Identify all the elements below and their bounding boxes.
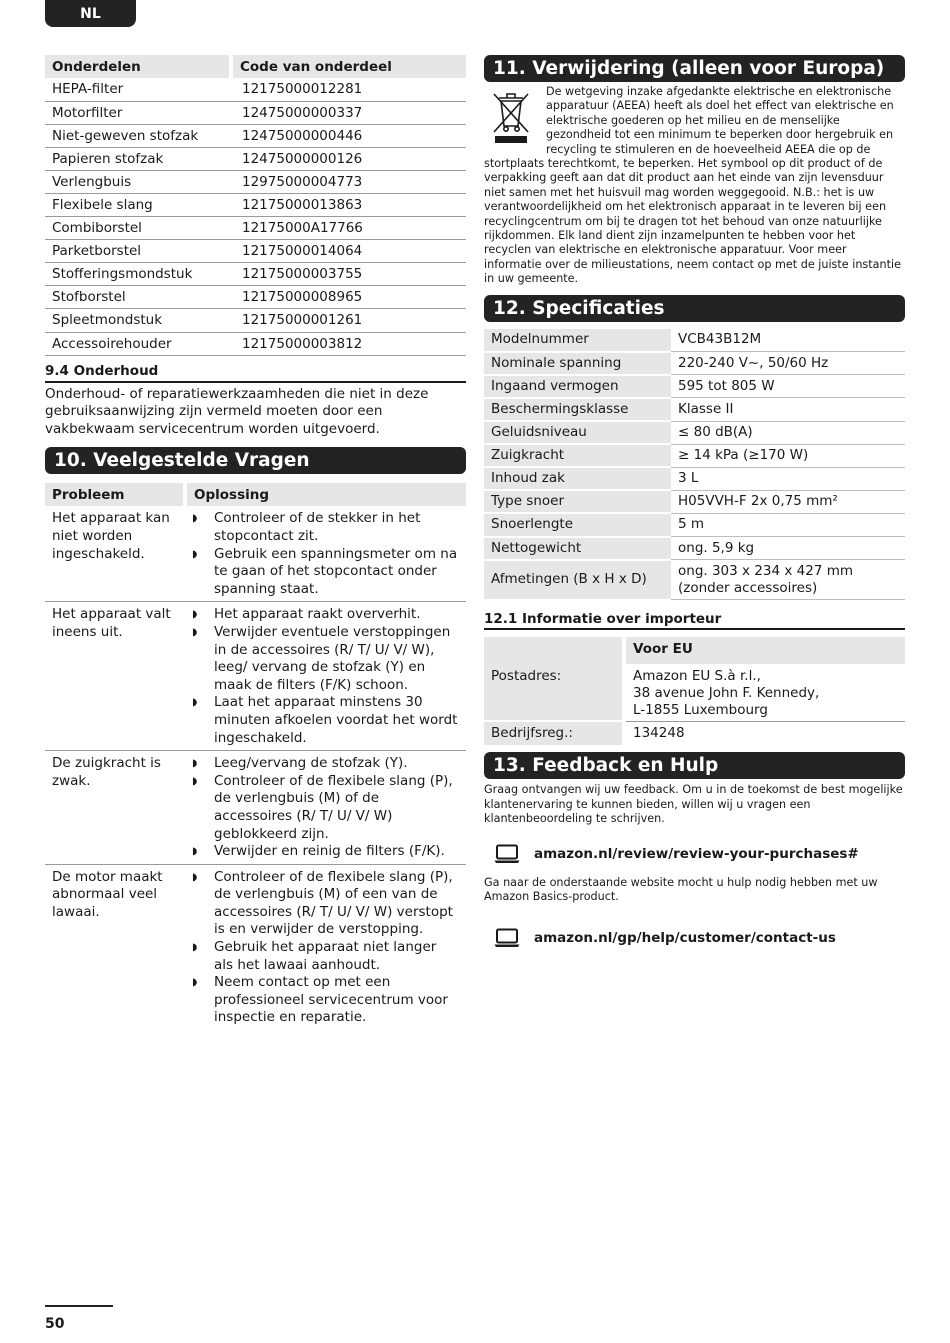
review-link[interactable]: amazon.nl/review/review-your-purchases# [534,845,859,862]
faq-solution-item [192,974,459,1027]
page-number: 50 [45,1316,65,1332]
table-row [45,217,466,240]
part-name: Flexibele slang [45,193,231,216]
spec-value: 595 tot 805 W [671,375,905,398]
faq-solution-item [192,624,459,694]
faq-solution-text: Verwijder eventuele verstoppingen in de accessoires (R/ T/ U/ V/ W), leeg/ vervang de stofzak (Y) en maak de filters (F/K) schoon. [214,623,451,693]
spec-value: 5 m [671,513,905,536]
importer-reg-row [484,721,905,745]
importer-header: Voor EU [624,637,905,664]
spec-label: Zuigkracht [484,444,671,467]
faq-solution-item [192,694,459,747]
faq-row [45,751,466,865]
part-code: 12175000003812 [231,332,466,355]
importer-table [484,637,905,746]
spec-row [484,421,905,444]
spec-value: ong. 5,9 kg [671,537,905,560]
bullet-icon: ◗ [192,871,198,883]
faq-solution-item [192,939,459,974]
faq-solution-text: Laat het apparaat minstens 30 minuten afkoelen voordat het wordt ingeschakeld. [214,694,458,746]
part-code: 12175000003755 [231,263,466,286]
faq-table [45,483,466,1030]
spec-value: H05VVH-F 2x 0,75 mm² [671,490,905,513]
dims-value-line: ong. 303 x 234 x 427 mm [678,562,854,579]
bullet-icon: ◗ [192,513,198,525]
faq-solution-text: Leeg/vervang de stofzak (Y). [214,755,408,772]
faq-row [45,602,466,751]
table-row [45,78,466,101]
spec-label: Geluidsniveau [484,421,671,444]
bullet-icon: ◗ [192,977,198,989]
review-link-row[interactable] [484,844,905,864]
spec-label: Type snoer [484,490,671,513]
faq-solution-text: Het apparaat raakt oververhit. [214,606,421,623]
part-code: 12175000012281 [231,78,466,101]
table-row [45,193,466,216]
spec-row [484,444,905,467]
part-name: Stofborstel [45,286,231,309]
faq-problem: De motor maakt abnormaal veel lawaai. [52,868,163,920]
specs-section-title: 12. Specificaties [484,295,905,322]
spec-row [484,513,905,536]
reg-value: 134248 [633,724,685,741]
part-name: Stofferingsmondstuk [45,263,231,286]
importer-heading: 12.1 Informatie over importeur [484,611,905,630]
spec-value: ≤ 80 dB(A) [671,421,905,444]
table-row [45,263,466,286]
bullet-icon: ◗ [192,846,198,858]
parts-header-row [45,55,466,78]
spec-row [484,329,905,352]
faq-solution-text: Verwijder en reinig de filters (F/K). [214,843,445,860]
parts-header-code: Code van onderdeel [231,55,466,78]
spec-label: Modelnummer [484,329,671,352]
weee-crossed-bin-icon [490,88,532,144]
feedback-text: Graag ontvangen wij uw feedback. Om u in de toekomst de best mogelijke klantenervaring te kunnen bieden, willen wij u vragen een klantenbeoordeling te schrijven. [484,783,903,826]
faq-solution-item [192,546,459,599]
faq-row [45,506,466,601]
faq-solution-text: Gebruik het apparaat niet langer als het lawaai aanhoudt. [214,939,437,973]
bullet-icon: ◗ [192,758,198,770]
table-row [45,309,466,332]
part-name: Niet-geweven stofzak [45,124,231,147]
part-code: 12475000000126 [231,147,466,170]
bullet-icon: ◗ [192,626,198,638]
part-code: 12175000001261 [231,309,466,332]
faq-solution-item [192,843,459,861]
bullet-icon: ◗ [192,548,198,560]
importer-header-row [484,637,905,664]
language-label: NL [80,5,101,22]
feedback-section-title: 13. Feedback en Hulp [484,752,905,779]
importer-address-row [484,664,905,722]
table-row [45,170,466,193]
part-code: 12175000014064 [231,240,466,263]
faq-solution-item [192,606,459,624]
faq-solution-text: Controleer of de flexibele slang (P), de verlengbuis (M) of een van de accessoires (R/ T/ U/ V/ W) verstopt is en verwijder de verstopping. [214,868,453,938]
faq-solutions [185,602,466,751]
bullet-icon: ◗ [192,609,198,621]
spec-value: VCB43B12M [671,329,905,352]
spec-label: Snoerlengte [484,513,671,536]
disposal-block [484,85,905,287]
maintenance-text: Onderhoud- of reparatiewerkzaamheden die niet in deze gebruiksaanwijzing zijn vermeld moeten door een vakbekwaam servicecentrum worden uitgevoerd. [45,385,429,437]
laptop-icon [494,928,520,948]
faq-section-title: 10. Veelgestelde Vragen [45,447,466,474]
spec-value: 3 L [671,467,905,490]
address-value [624,664,905,722]
spec-row [484,490,905,513]
faq-solution-item [192,510,459,545]
bullet-icon: ◗ [192,697,198,709]
importer-header-blank [484,637,624,664]
part-code: 12175000008965 [231,286,466,309]
right-column [484,55,905,960]
disposal-text: De wetgeving inzake afgedankte elektrische en elektronische apparatuur (AEEA) heeft als doel het effect van elektrische en elektrische goederen op het milieu en de menselijke gezondheid tot een minimum te beperken door hergebruik en recycling te stimuleren en de hoeveelheid AEEA die op de stortplaats terechtkomt, te beperken. Het symbool op dit product of de verpakking geeft aan dat dit product aan het einde van zijn levensduur niet samen met het huisvuil mag worden weggegooid. N.B.: het is uw verantwoordelijkheid om het elektronisch apparaat in te leveren bij een recyclingcentrum om bij te dragen tot het behoud van onze natuurlijke rijkdommen. Elk land dient zijn inzamelpunten te hebben voor het recyclen van elektrische en elektronische apparatuur. Voor meer informatie over de milieustations, neem contact op met de juiste instantie in uw gemeente. [484,85,901,286]
specs-table [484,329,905,601]
part-name: Motorfilter [45,101,231,124]
spec-label: Inhoud zak [484,467,671,490]
maintenance-heading: 9.4 Onderhoud [45,363,466,383]
address-label: Postadres: [484,664,624,722]
faq-solutions [185,864,466,1030]
table-row [45,286,466,309]
spec-label: Nettogewicht [484,537,671,560]
spec-value: ≥ 14 kPa (≥170 W) [671,444,905,467]
contact-link-row[interactable] [484,928,905,948]
faq-solutions [185,506,466,601]
spec-value: Klasse II [671,398,905,421]
table-row [45,147,466,170]
spec-value [671,560,905,600]
contact-link[interactable]: amazon.nl/gp/help/customer/contact-us [534,930,836,947]
table-row [45,240,466,263]
faq-header-problem: Probleem [45,483,185,506]
faq-solution-item [192,869,459,939]
dims-value-line: (zonder accessoires) [678,579,818,596]
address-line: L-1855 Luxembourg [633,702,768,719]
faq-header-row [45,483,466,506]
footer-rule [45,1305,113,1307]
part-code: 12175000013863 [231,193,466,216]
spec-row [484,560,905,600]
faq-problem: Het apparaat valt ineens uit. [45,602,185,751]
spec-row [484,398,905,421]
parts-table [45,55,466,356]
spec-row [484,467,905,490]
address-line: 38 avenue John F. Kennedy, [633,685,820,702]
language-tab [45,0,136,27]
faq-problem: Het apparaat kan niet worden ingeschakeld. [45,506,185,601]
left-column [45,55,466,1030]
part-name: Verlengbuis [45,170,231,193]
bullet-icon: ◗ [192,775,198,787]
address-line: Amazon EU S.à r.l., [633,667,761,684]
spec-label: Afmetingen (B x H x D) [484,560,671,600]
part-name: Combiborstel [45,217,231,240]
bullet-icon: ◗ [192,942,198,954]
faq-header-solution: Oplossing [185,483,466,506]
part-code: 12475000000446 [231,124,466,147]
part-name: Parketborstel [45,240,231,263]
part-code: 12975000004773 [231,170,466,193]
part-name: Spleetmondstuk [45,309,231,332]
faq-row [45,864,466,1030]
reg-label: Bedrijfsreg.: [484,721,624,745]
spec-value: 220-240 V~, 50/60 Hz [671,352,905,375]
parts-header-name: Onderdelen [45,55,231,78]
spec-row [484,375,905,398]
table-row [45,332,466,355]
faq-solution-item [192,773,459,843]
spec-label: Beschermingsklasse [484,398,671,421]
spec-row [484,537,905,560]
faq-solution-item [192,755,459,773]
part-code: 12175000A17766 [231,217,466,240]
part-name: Papieren stofzak [45,147,231,170]
help-text: Ga naar de onderstaande website mocht u hulp nodig hebben met uw Amazon Basics-product. [484,875,878,903]
part-name: Accessoirehouder [45,332,231,355]
faq-solution-text: Controleer of de flexibele slang (P), de verlengbuis (M) of de accessoires (R/ T/ U/ V/ W) geblokkeerd zijn. [214,772,453,842]
faq-solution-text: Controleer of de stekker in het stopcontact zit. [214,510,421,544]
part-code: 12475000000337 [231,101,466,124]
spec-label: Nominale spanning [484,352,671,375]
part-name: HEPA-filter [45,78,231,101]
faq-solutions [185,751,466,865]
faq-solution-text: Gebruik een spanningsmeter om na te gaan of het stopcontact onder spanning staat. [214,545,458,597]
table-row [45,101,466,124]
faq-problem: De zuigkracht is zwak. [45,751,185,865]
table-row [45,124,466,147]
spec-label: Ingaand vermogen [484,375,671,398]
laptop-icon [494,844,520,864]
spec-row [484,352,905,375]
faq-solution-text: Neem contact op met een professioneel servicecentrum voor inspectie en reparatie. [214,974,448,1026]
disposal-section-title: 11. Verwijdering (alleen voor Europa) [484,55,905,82]
